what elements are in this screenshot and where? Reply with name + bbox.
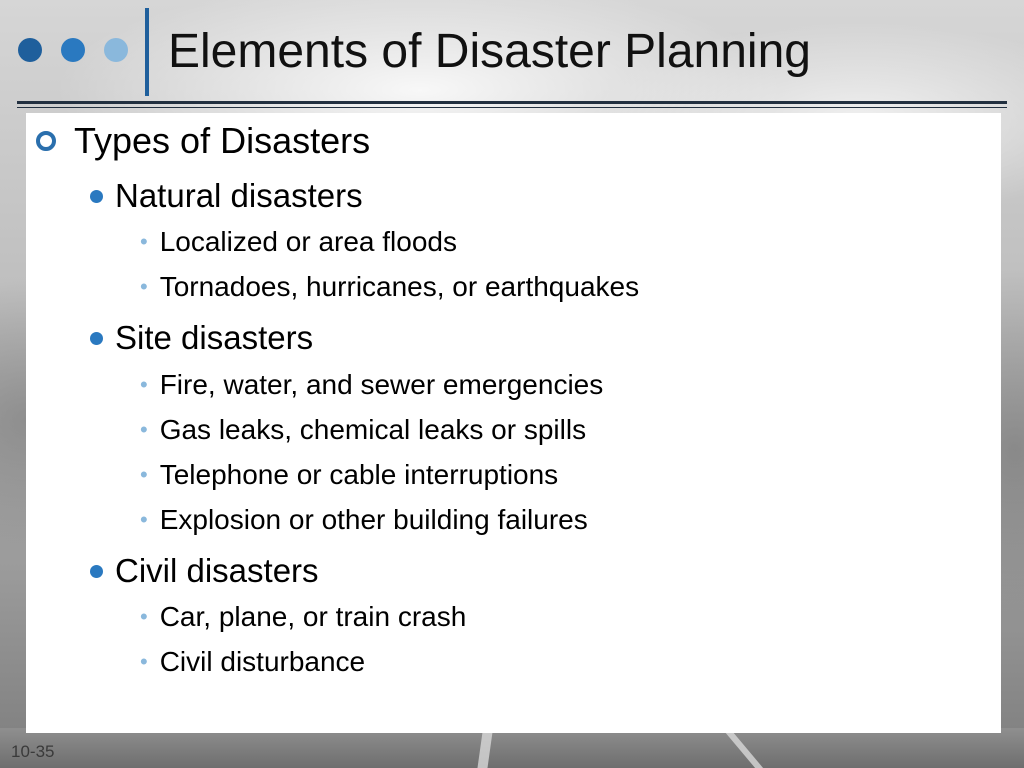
title-rule-thin [17,107,1007,108]
road-marking [725,732,763,768]
bullet-level2 [90,176,363,216]
title-divider [145,8,149,96]
bullet-level2 [90,551,319,591]
dot-icon [104,38,128,62]
bullet-level3 [140,600,466,634]
small-dot-bullet-icon: • [140,229,148,254]
dot-bullet-icon [90,190,103,203]
slide-number: 10-35 [11,742,55,761]
list-item: Tornadoes, hurricanes, or earthquakes [159,271,640,302]
group-label: Civil disasters [115,552,319,589]
title-rule [17,101,1007,104]
dot-bullet-icon [90,565,103,578]
bullet-level3 [140,368,603,402]
small-dot-bullet-icon: • [140,274,148,299]
heading-types-of-disasters: Types of Disasters [74,120,371,161]
bullet-level2 [90,318,313,358]
content-panel [26,113,1001,733]
small-dot-bullet-icon: • [140,604,148,629]
ring-bullet-icon [36,131,56,151]
bullet-level1 [36,120,370,162]
small-dot-bullet-icon: • [140,417,148,442]
group-label: Site disasters [115,319,314,356]
small-dot-bullet-icon: • [140,462,148,487]
bullet-level3 [140,270,639,304]
slide-title: Elements of Disaster Planning [168,25,811,78]
dot-icon [61,38,85,62]
list-item: Gas leaks, chemical leaks or spills [159,414,587,445]
group-label: Natural disasters [115,177,363,214]
bullet-level3 [140,458,558,492]
list-item: Localized or area floods [159,226,457,257]
bullet-level3 [140,503,588,537]
small-dot-bullet-icon: • [140,507,148,532]
road-background [0,728,1024,768]
bullet-level3 [140,413,586,447]
title-dots-decoration [18,38,138,66]
small-dot-bullet-icon: • [140,649,148,674]
dot-bullet-icon [90,332,103,345]
list-item: Telephone or cable interruptions [159,459,559,490]
list-item: Fire, water, and sewer emergencies [159,369,604,400]
dot-icon [18,38,42,62]
list-item: Car, plane, or train crash [159,601,467,632]
list-item: Explosion or other building failures [159,504,588,535]
road-marking [477,732,492,768]
bullet-level3 [140,225,457,259]
small-dot-bullet-icon: • [140,372,148,397]
bullet-level3 [140,645,365,679]
list-item: Civil disturbance [159,646,366,677]
